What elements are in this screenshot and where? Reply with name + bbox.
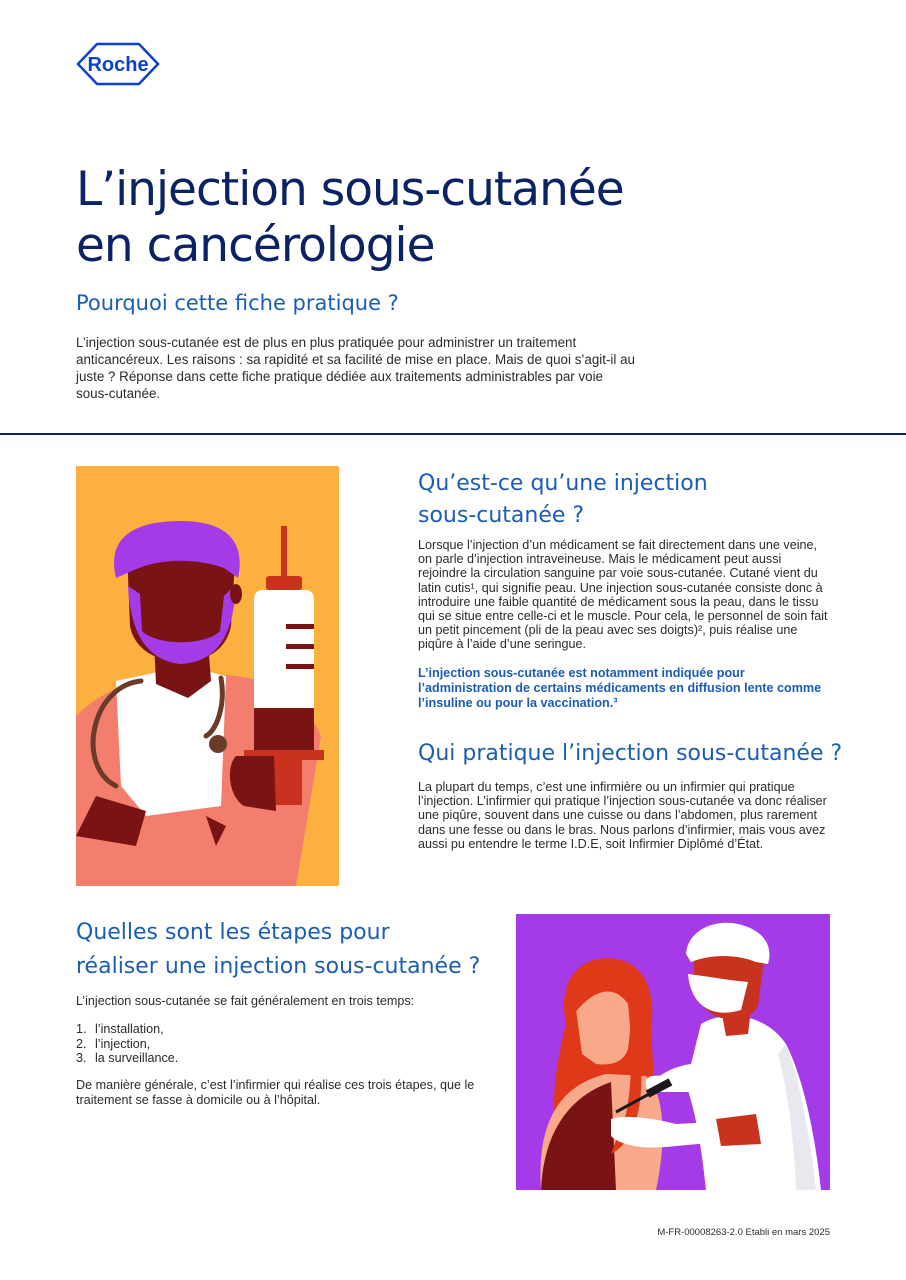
page-title [76,162,716,274]
page-title-line1: L’injection sous-cutanée [76,162,624,217]
section-who-title: Qui pratique l’injection sous-cutanée ? [418,741,843,766]
section-what-title-line2: sous-cutanée ? [418,503,585,528]
section-what-title-line1: Qu’est-ce qu’une injection [418,471,708,496]
roche-logo [76,42,160,86]
step-number: 2. [76,1036,87,1051]
page-subtitle: Pourquoi cette fiche pratique ? [76,291,399,315]
steps-list [76,1022,178,1066]
step-text: l’installation, [95,1022,164,1036]
patient-injection-illustration [516,914,830,1190]
list-item [76,1022,178,1037]
list-item [76,1037,178,1052]
nurse-syringe-illustration [76,466,339,886]
intro-paragraph: L’injection sous-cutanée est de plus en plus pratiquée pour administrer un traitement anticancéreux. Les raisons : sa rapidité et sa facilité de mise en place. Mais de quoi s’agit-il au juste ? Réponse dans cette fiche pratique dédiée aux traitements administrables par voie sous-cutanée. [76,335,635,401]
step-number: 3. [76,1051,87,1065]
section-steps-outro: De manière générale, c’est l’infirmier qui réalise ces trois étapes, que le traitement se fasse à domicile ou à l’hôpital. [76,1078,475,1107]
section-what-title [418,468,838,532]
section-what-highlight: L’injection sous-cutanée est notamment indiquée pour l’administration de certains médicaments en diffusion lente comme l’insuline ou pour la vaccination.³ [418,666,822,710]
section-who-body: La plupart du temps, c’est une infirmière ou un infirmier qui pratique l’injection. L’infirmier qui pratique l’injection sous-cutanée va donc réaliser une piqûre, souvent dans une cuisse ou dans l’abdomen, plus rarement dans une fesse ou dans le bras. Nous parlons d’infirmier, mais vous avez aussi pu entendre le terme I.D.E, soit Infirmier Diplômé d’État. [418,780,827,851]
logo-text: Roche [87,54,149,76]
section-steps-title-line1: Quelles sont les étapes pour [76,920,390,945]
step-text: l’injection, [95,1036,151,1051]
section-steps-title [76,916,496,984]
list-item [76,1051,178,1066]
section-steps-title-line2: réaliser une injection sous-cutanée ? [76,954,481,979]
step-number: 1. [76,1022,87,1036]
document-reference: M-FR-00008263-2.0 Etabli en mars 2025 [657,1227,830,1238]
section-steps-intro: L’injection sous-cutanée se fait généralement en trois temps: [76,994,415,1008]
section-divider [0,433,906,435]
step-text: la surveillance. [95,1051,179,1065]
page-title-line2: en cancérologie [76,218,435,273]
section-what-body: Lorsque l’injection d’un médicament se fait directement dans une veine, on parle d’injection intraveineuse. Mais le médicament peut aussi rejoindre la circulation sanguine par voie sous-cutanée. Cutané vient du latin cutis¹, qui signifie peau. Une injection sous-cutanée consiste donc à introduire une faible quantité de médicament sous la peau, dans le tissu qui se situe entre celle-ci et le muscle. Pour cela, le personnel de soin fait un petit pincement (pli de la peau avec ses doigts)², puis réalise une piqûre à l’aide d’une seringue. [418,538,828,652]
